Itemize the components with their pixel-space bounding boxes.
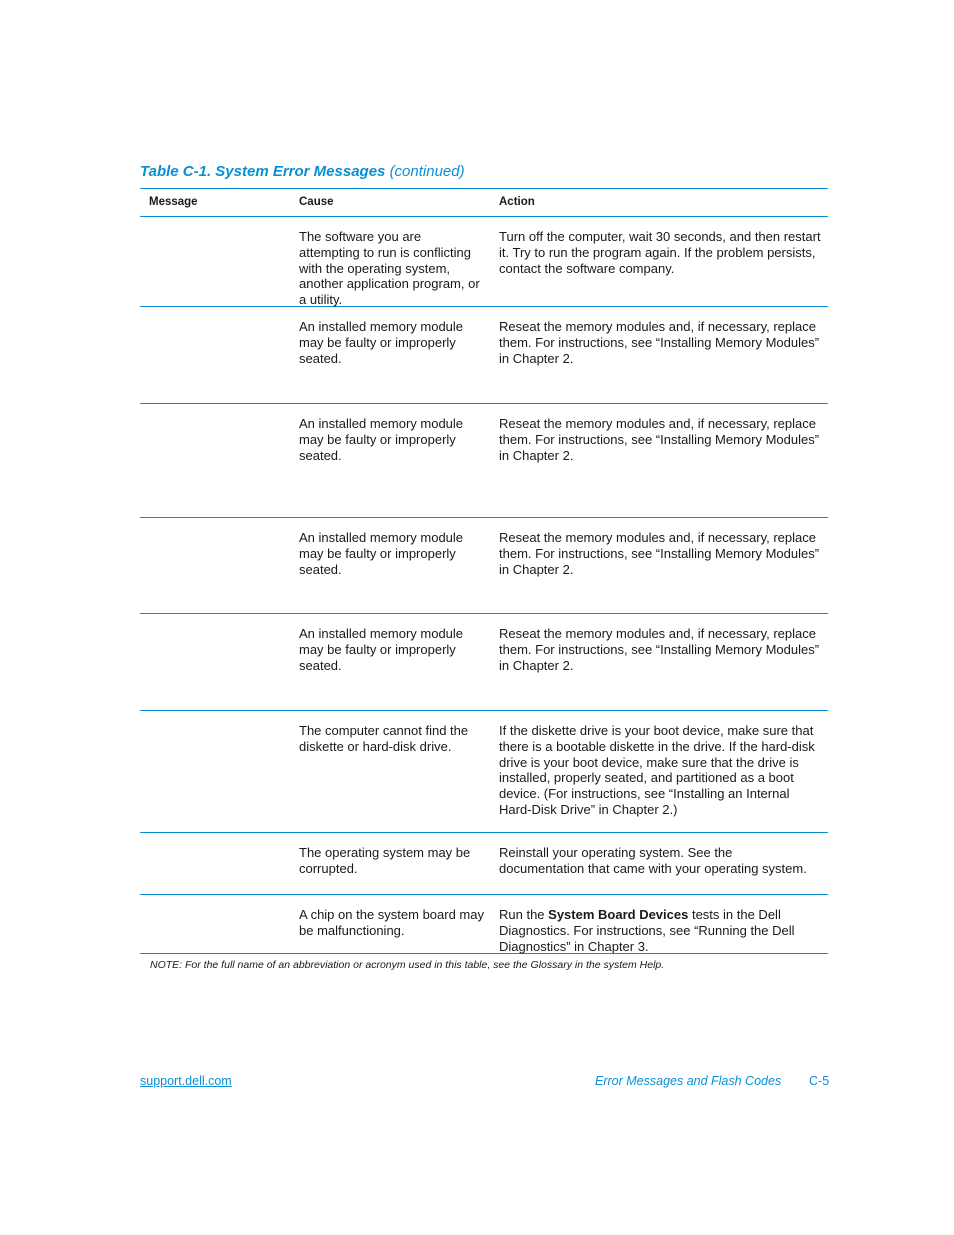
table-note: NOTE: For the full name of an abbreviation or acronym used in this table, see the Glossary in the system Help. <box>150 959 665 971</box>
table-row <box>140 895 828 954</box>
footer-section-title: Error Messages and Flash Codes <box>595 1074 782 1088</box>
cell-cause: An installed memory module may be faulty or improperly seated. <box>299 530 464 577</box>
cell-action: Reseat the memory modules and, if necessary, replace them. For instructions, see “Installing Memory Modules” in Chapter 2. <box>499 416 820 463</box>
table-caption <box>140 163 465 180</box>
action-text-bold: System Board Devices <box>548 907 689 922</box>
table-header-row <box>140 189 828 217</box>
cell-action: If the diskette drive is your boot device, make sure that there is a bootable diskette in the drive. If the hard-disk drive is your boot device, make sure that the drive is installed, properly seated, and partitioned as a boot device. (For instructions, see “Installing an Internal Hard-Disk Drive” in Chapter 2.) <box>499 723 815 817</box>
header-message: Message <box>149 196 198 208</box>
table-row <box>140 711 828 833</box>
table-row <box>140 833 828 895</box>
action-text-post: tests in the Dell Diagnostics. For instructions, see “Running the Dell Diagnostics” in Chapter 3. <box>499 907 795 954</box>
error-messages-table <box>140 188 828 954</box>
cell-cause: A chip on the system board may be malfunctioning. <box>299 907 484 938</box>
header-cause: Cause <box>299 196 334 208</box>
cell-cause: The software you are attempting to run is conflicting with the operating system, another application program, or a utility. <box>299 229 480 308</box>
table-row <box>140 307 828 404</box>
page-number: C-5 <box>809 1074 830 1088</box>
table-row <box>140 404 828 518</box>
cell-cause: The operating system may be corrupted. <box>299 845 471 876</box>
action-text-pre: Run the <box>499 907 549 922</box>
table-caption-label: Table C-1. System Error Messages <box>140 163 386 180</box>
cell-cause: An installed memory module may be faulty or improperly seated. <box>299 416 464 463</box>
table-row <box>140 217 828 307</box>
cell-action: Reseat the memory modules and, if necessary, replace them. For instructions, see “Installing Memory Modules” in Chapter 2. <box>499 319 820 366</box>
table-row <box>140 614 828 711</box>
cell-action <box>499 907 821 954</box>
cell-cause: An installed memory module may be faulty or improperly seated. <box>299 626 464 673</box>
header-action: Action <box>499 196 535 208</box>
cell-cause: An installed memory module may be faulty or improperly seated. <box>299 319 464 366</box>
table-row <box>140 518 828 614</box>
cell-cause: The computer cannot find the diskette or hard-disk drive. <box>299 723 469 754</box>
table-caption-continued: (continued) <box>389 163 465 180</box>
cell-action: Turn off the computer, wait 30 seconds, and then restart it. Try to run the program again. If the problem persists, contact the software company. <box>499 229 821 276</box>
cell-action: Reinstall your operating system. See the documentation that came with your operating system. <box>499 845 807 876</box>
cell-action: Reseat the memory modules and, if necessary, replace them. For instructions, see “Installing Memory Modules” in Chapter 2. <box>499 626 820 673</box>
support-link[interactable]: support.dell.com <box>140 1074 232 1088</box>
cell-action: Reseat the memory modules and, if necessary, replace them. For instructions, see “Installing Memory Modules” in Chapter 2. <box>499 530 820 577</box>
